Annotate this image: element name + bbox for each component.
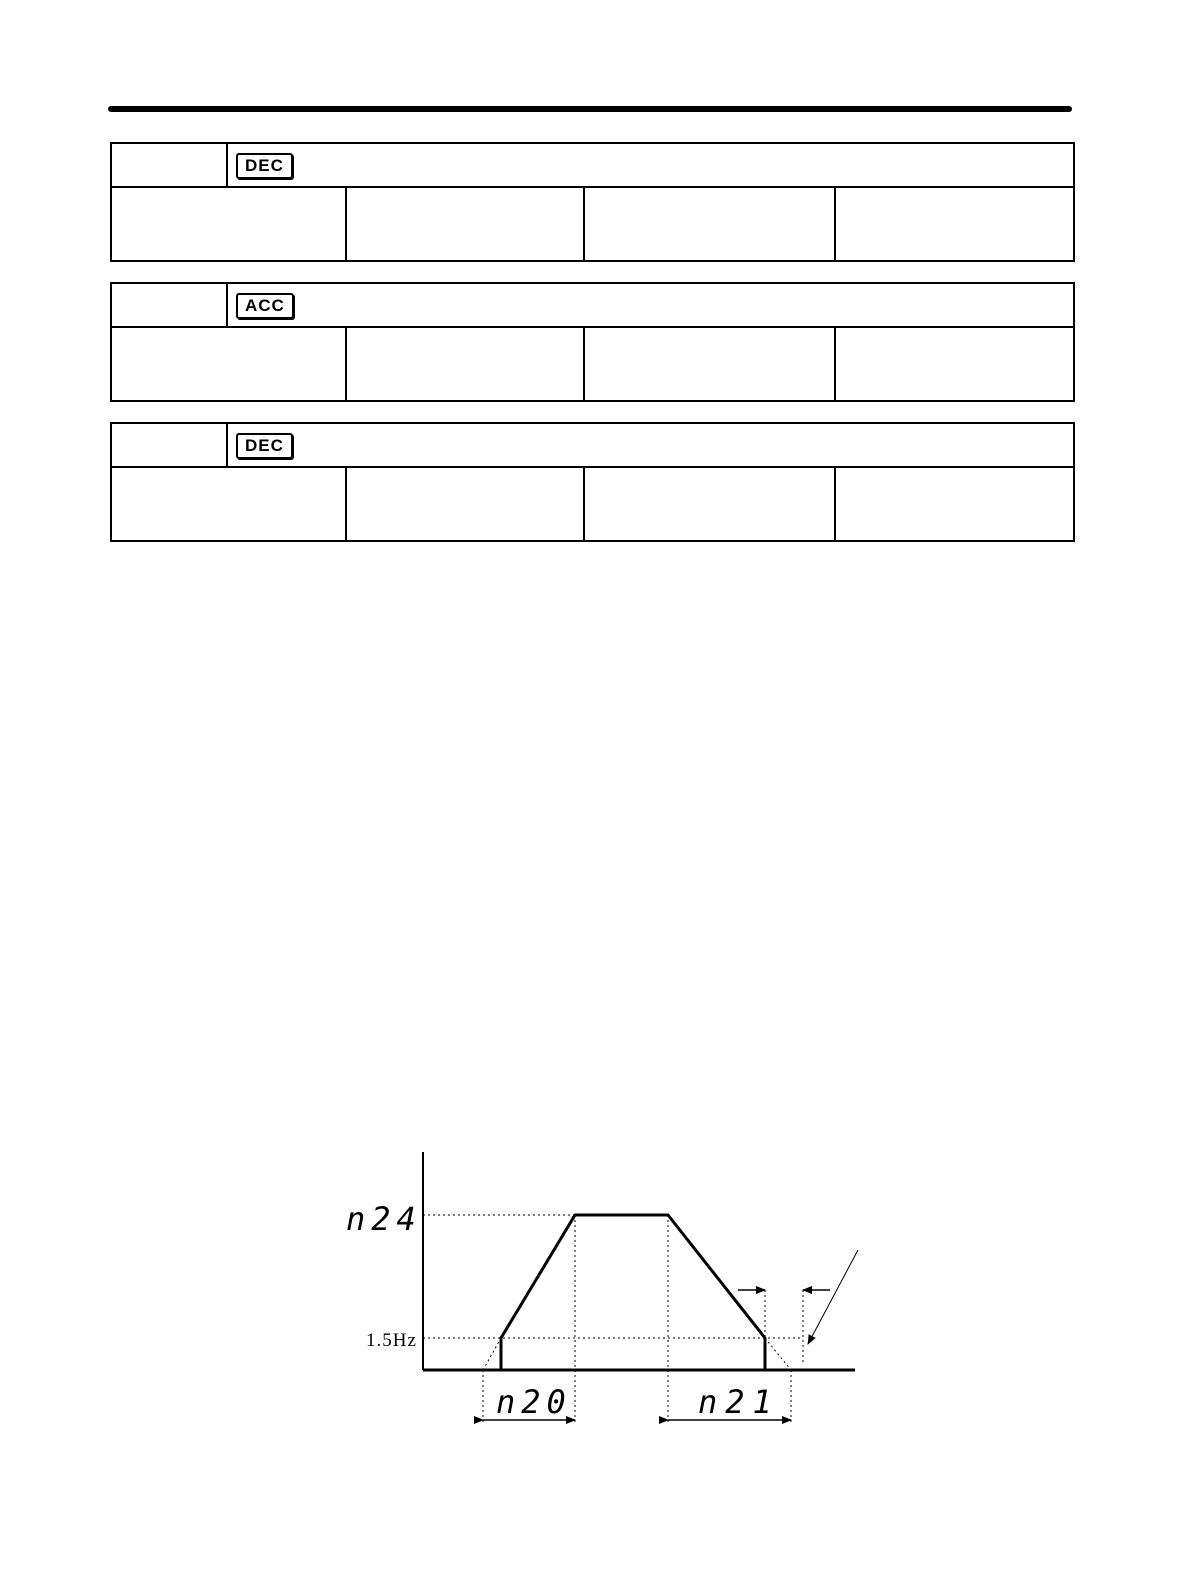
frequency-profile	[423, 1215, 855, 1370]
accel-time-label: n20	[496, 1383, 572, 1421]
acc-key-badge: ACC	[236, 293, 294, 319]
dec-key-badge: DEC	[236, 433, 293, 459]
decel-time-label: n21	[698, 1383, 780, 1421]
max-frequency-label: n24	[346, 1200, 422, 1238]
callout-leader	[808, 1250, 858, 1344]
low-frequency-label: 1.5Hz	[366, 1330, 417, 1351]
dec-key-badge: DEC	[236, 153, 293, 179]
